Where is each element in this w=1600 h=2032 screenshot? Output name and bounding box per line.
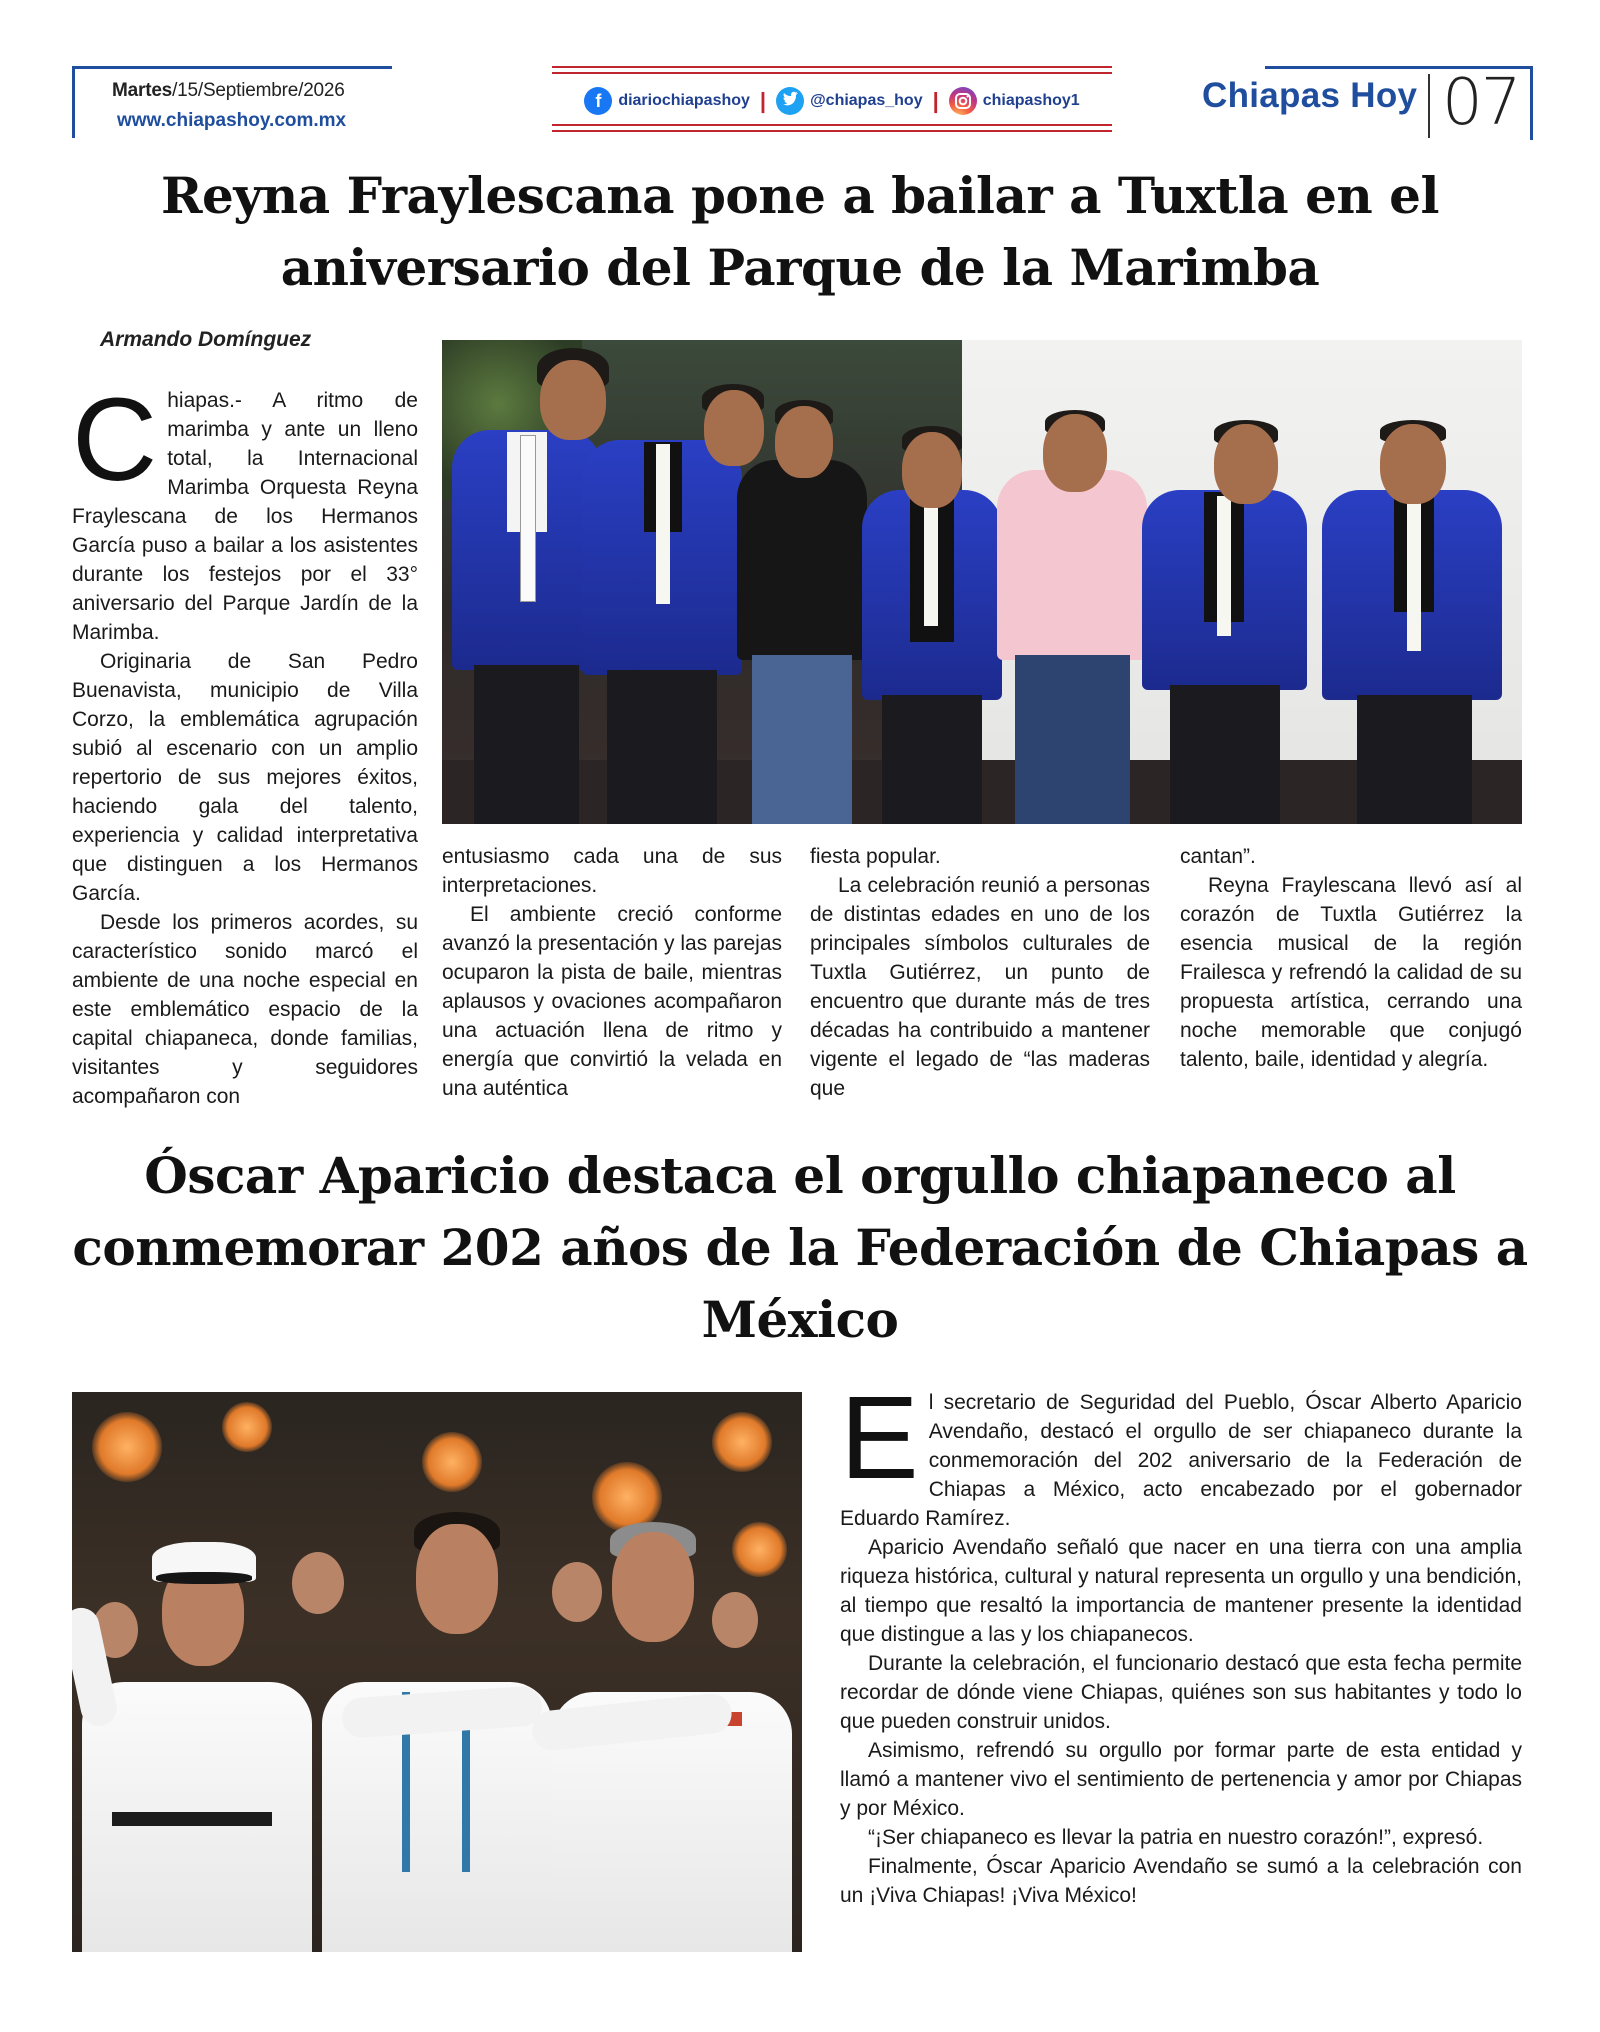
article1-paragraph: cantan”.	[1180, 845, 1256, 868]
article2-headline-line1: Óscar Aparicio destaca el orgullo chiapaneco al	[144, 1146, 1456, 1205]
issue-date-rest: /15/Septiembre/2026	[172, 80, 345, 101]
issue-date-day: Martes	[112, 80, 173, 101]
article2-headline-line2: conmemorar 202 años de la Federación de Chiapas a	[72, 1218, 1528, 1277]
article1-column-4	[1180, 842, 1522, 1074]
article1-paragraph: Reyna Fraylescana llevó así al corazón de Tuxtla Gutiérrez la esencia musical de la región Frailesca y refrendó la calidad de su propuesta artística, cerrando una noche memorable que conjugó talento, baile, identidad y alegría.	[1180, 874, 1522, 1071]
article2-text: l secretario de Seguridad del Pueblo, Óscar Alberto Aparicio Avendaño, destacó el orgullo de ser chiapaneco durante la conmemoración del 202 aniversario de la Federación de Chiapas a México, acto encabezado por el gobernador Eduardo Ramírez.	[840, 1391, 1522, 1530]
social-rule-bottom2	[552, 130, 1112, 132]
social-links	[552, 86, 1112, 116]
article1-paragraph: Originaria de San Pedro Buenavista, municipio de Villa Corzo, la emblemática agrupación subió al escenario con un amplio repertorio de sus mejores éxitos, haciendo gala del talento, experiencia y calidad interpretativa que distinguen a los Hermanos García.	[72, 650, 418, 905]
article1-byline: Armando Domínguez	[100, 328, 312, 351]
social-separator: |	[932, 88, 939, 113]
article2-paragraph: Asimismo, refrendó su orgullo por formar parte de esta entidad y llamó a mantener vivo el sentimiento de pertenencia y amor por Chiapas y por México.	[840, 1739, 1522, 1820]
instagram-handle: chiapashoy1	[982, 92, 1080, 109]
facebook-handle: diariochiapashoy	[618, 92, 750, 109]
article1-paragraph: La celebración reunió a personas de distintas edades en uno de los principales símbolos culturales de Tuxtla Gutiérrez, un punto de encuentro que durante más de tres décadas ha contribuido a mantener vigente el legado de “las maderas que	[810, 874, 1150, 1100]
article1-text: hiapas.- A ritmo de marimba y ante un lleno total, la Internacional Marimba Orquesta Reyna Fraylescana de los Hermanos García puso a bailar a los asistentes durante los festejos por el 33° aniversario del Parque Jardín de la Marimba.	[72, 389, 418, 644]
article1-paragraph: El ambiente creció conforme avanzó la presentación y las parejas ocuparon la pista de baile, mientras aplausos y ovaciones acompañaron una actuación llena de ritmo y energía que convirtió la velada en una auténtica	[442, 903, 782, 1100]
article1-headline-line1: Reyna Fraylescana pone a bailar a Tuxtla en el	[161, 166, 1439, 225]
facebook-icon: f	[584, 87, 612, 115]
social-instagram[interactable]	[949, 87, 1080, 115]
article2-paragraph: Durante la celebración, el funcionario destacó que esta fecha permite recordar de dónde viene Chiapas, quiénes son sus habitantes y todo lo que pueden construir unidos.	[840, 1652, 1522, 1733]
twitter-handle: @chiapas_hoy	[810, 92, 923, 109]
article2-photo-band	[72, 1392, 802, 1952]
article1-paragraph: fiesta popular.	[810, 845, 941, 868]
article1-column-3	[810, 842, 1150, 1103]
section-title: Chiapas Hoy	[1202, 76, 1418, 115]
header-rule-vertical	[72, 66, 75, 138]
social-rule-bottom	[552, 124, 1112, 126]
social-rule-top	[552, 66, 1112, 68]
issue-date	[112, 80, 345, 102]
article2-paragraph: Aparicio Avendaño señaló que nacer en una tierra con una amplia riqueza histórica, cultural y natural representa un orgullo y una bendición, al tiempo que resaltó la importancia de mantener presente la identidad que distingue a las y los chiapanecos.	[840, 1536, 1522, 1646]
article1-headline	[60, 160, 1540, 304]
instagram-camera-glyph	[949, 87, 977, 115]
article2-headline	[60, 1140, 1540, 1356]
article1-column-1	[72, 374, 418, 1111]
instagram-icon	[949, 87, 977, 115]
twitter-icon	[776, 87, 804, 115]
article1-headline-line2: aniversario del Parque de la Marimba	[280, 238, 1320, 297]
article2-body	[840, 1372, 1522, 1910]
article1-column-2	[442, 842, 782, 1103]
social-separator: |	[759, 88, 767, 113]
header-rule-horizontal	[72, 66, 392, 69]
header-date-block	[72, 66, 392, 138]
twitter-bird-glyph	[776, 87, 804, 115]
article1-paragraph: entusiasmo cada una de sus interpretaciones.	[442, 845, 782, 897]
section-divider	[1428, 74, 1430, 138]
article1-dropcap: C	[72, 374, 158, 506]
social-rule-top2	[552, 72, 1112, 74]
social-bar	[552, 64, 1112, 136]
section-rule-right	[1530, 66, 1533, 140]
article1-paragraph: Desde los primeros acordes, su característico sonido marcó el ambiente de una noche especial en este emblemático espacio de la capital chiapaneca, donde familias, visitantes y seguidores acompañaron con	[72, 911, 418, 1108]
page-number: 07	[1442, 66, 1520, 140]
article2-paragraph	[840, 1372, 1522, 1533]
article1-paragraph	[72, 374, 418, 647]
social-facebook[interactable]	[584, 87, 750, 115]
article1-photo-band	[442, 340, 1522, 824]
article2-headline-line3: México	[701, 1290, 899, 1349]
section-header	[1180, 66, 1532, 140]
website-link[interactable]: www.chiapashoy.com.mx	[117, 110, 347, 131]
article2-paragraph: “¡Ser chiapaneco es llevar la patria en nuestro corazón!”, expresó.	[868, 1826, 1484, 1849]
article2-paragraph: Finalmente, Óscar Aparicio Avendaño se sumó a la celebración con un ¡Viva Chiapas! ¡Viva México!	[840, 1855, 1522, 1907]
article2-dropcap: E	[840, 1372, 919, 1504]
social-twitter[interactable]	[776, 87, 923, 115]
